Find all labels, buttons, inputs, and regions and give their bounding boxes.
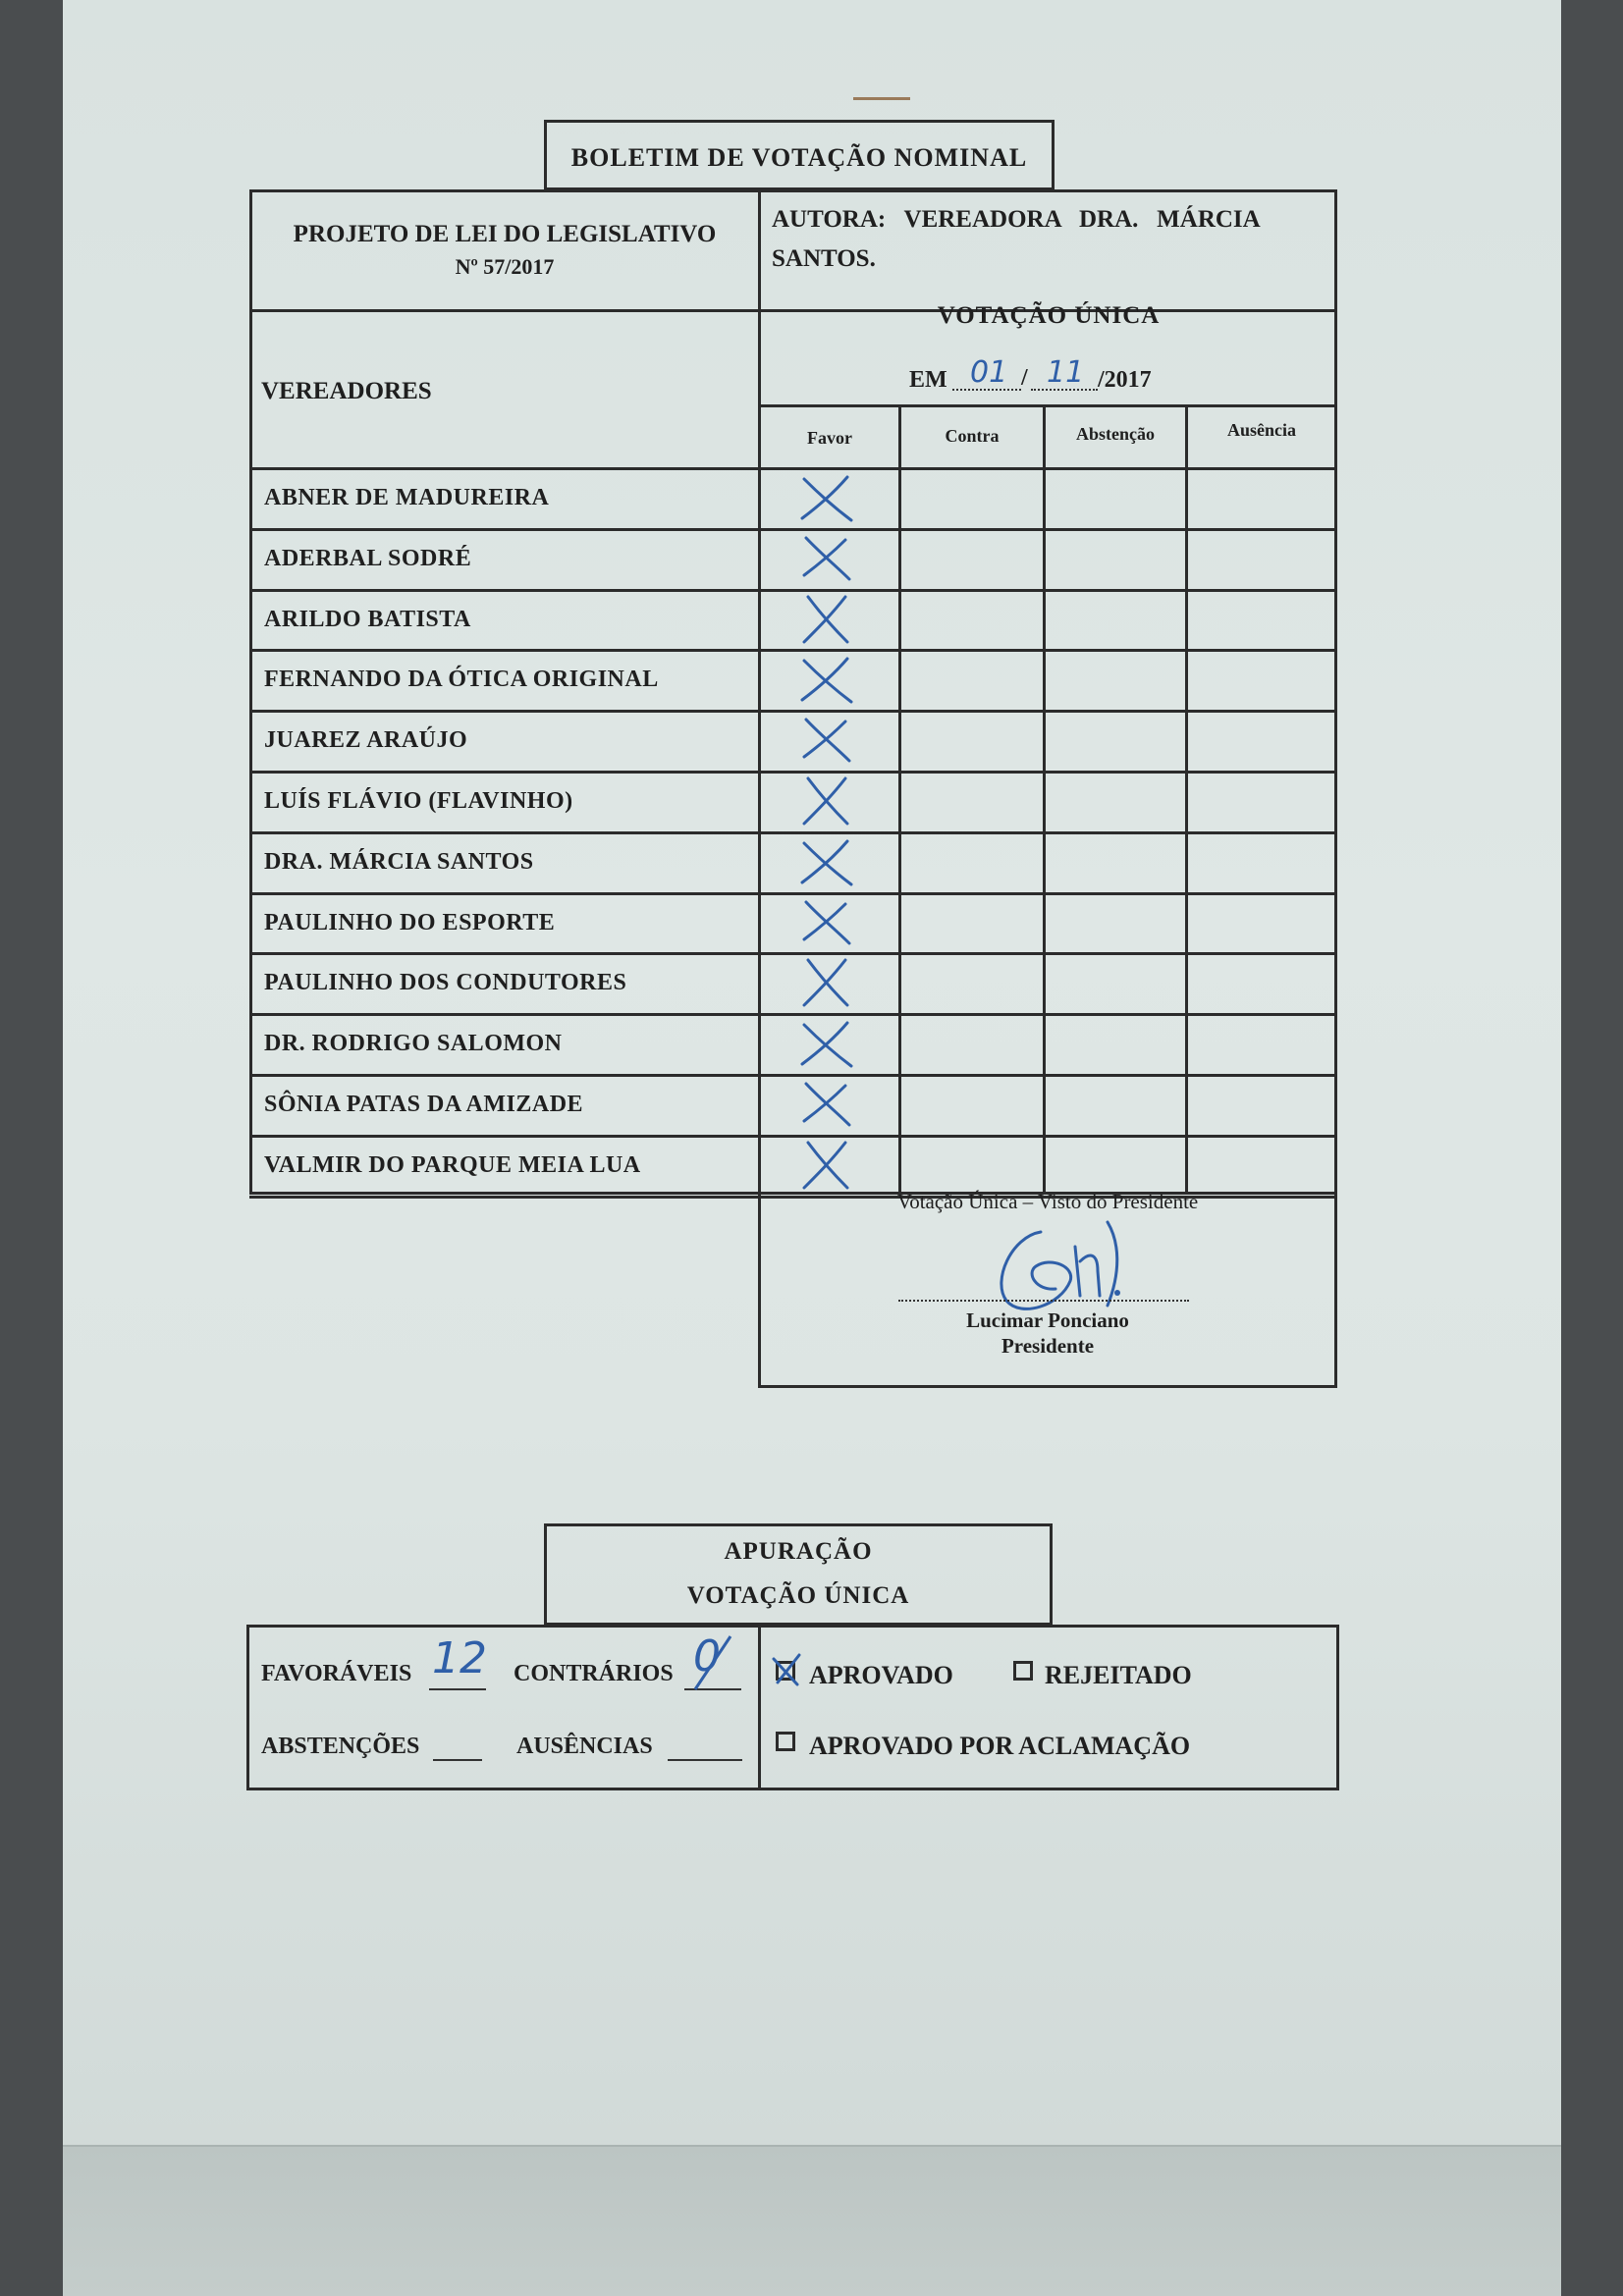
apuracao-title-line1: APURAÇÃO — [724, 1538, 873, 1565]
date-day: 01 — [970, 355, 1008, 390]
paper-fold-shadow — [63, 2145, 1561, 2296]
row-divider — [249, 1013, 1337, 1016]
vereador-name: ABNER DE MADUREIRA — [264, 485, 550, 510]
vereador-name: PAULINHO DOS CONDUTORES — [264, 970, 627, 995]
favor-x-mark — [796, 1139, 857, 1190]
row-divider — [249, 1135, 1337, 1138]
row-divider — [249, 771, 1337, 774]
projeto-line1: PROJETO DE LEI DO LEGISLATIVO — [293, 221, 717, 247]
row-divider — [249, 952, 1337, 955]
page-title: BOLETIM DE VOTAÇÃO NOMINAL — [570, 143, 1028, 172]
signature-line — [898, 1300, 1189, 1302]
vereador-name: LUÍS FLÁVIO (FLAVINHO) — [264, 788, 573, 814]
col-header-favor: Favor — [807, 428, 852, 448]
row-divider — [249, 589, 1337, 592]
vereador-name: DR. RODRIGO SALOMON — [264, 1031, 563, 1056]
contrarios-value: 0 — [693, 1631, 721, 1682]
votacao-date — [909, 355, 1214, 395]
favoraveis-value: 12 — [432, 1633, 487, 1683]
vereadores-label: VEREADORES — [261, 378, 432, 404]
favor-x-mark — [796, 835, 857, 886]
autora-line2: SANTOS. — [772, 245, 876, 272]
visto-label: Votação Única – Visto do Presidente — [896, 1190, 1199, 1213]
favoraveis-label: FAVORÁVEIS — [261, 1661, 412, 1686]
date-slash: / — [1021, 365, 1028, 391]
favor-x-mark — [796, 896, 857, 947]
president-role: Presidente — [1001, 1334, 1095, 1358]
vereador-name: FERNANDO DA ÓTICA ORIGINAL — [264, 667, 659, 692]
row-divider — [249, 528, 1337, 531]
favor-x-mark — [796, 593, 857, 644]
votacao-title: VOTAÇÃO ÚNICA — [937, 302, 1161, 329]
vereador-name: ARILDO BATISTA — [264, 607, 471, 632]
aclamacao-label: APROVADO POR ACLAMAÇÃO — [809, 1732, 1191, 1760]
aprovado-label: APROVADO — [809, 1661, 953, 1689]
date-year: /2017 — [1098, 367, 1152, 393]
contrarios-slash — [687, 1632, 736, 1693]
favor-x-mark — [796, 1078, 857, 1129]
rejeitado-label: REJEITADO — [1045, 1661, 1192, 1689]
col-header-abstencao: Abstenção — [1076, 424, 1155, 444]
vereador-name: SÔNIA PATAS DA AMIZADE — [264, 1092, 584, 1117]
abstencoes-line — [433, 1759, 482, 1761]
votacao-row-line — [758, 404, 1337, 407]
vereador-name: ADERBAL SODRÉ — [264, 546, 472, 571]
contrarios-label: CONTRÁRIOS — [514, 1661, 674, 1686]
favor-x-mark — [796, 471, 857, 522]
rejeitado-checkbox[interactable] — [1013, 1661, 1033, 1681]
president-name: Lucimar Ponciano — [966, 1308, 1129, 1332]
date-em-label: EM — [909, 367, 947, 393]
vereador-name: PAULINHO DO ESPORTE — [264, 910, 556, 935]
favor-x-mark — [796, 532, 857, 583]
vereador-name: JUAREZ ARAÚJO — [264, 727, 468, 753]
row-divider — [249, 892, 1337, 895]
ausencias-line — [668, 1759, 742, 1761]
favor-x-mark — [796, 1017, 857, 1068]
row-divider — [249, 710, 1337, 713]
apuracao-title-line2: VOTAÇÃO ÚNICA — [686, 1582, 910, 1609]
autora-line1: AUTORA: VEREADORA DRA. MÁRCIA — [772, 206, 1261, 233]
row-divider — [249, 831, 1337, 834]
vereador-name: DRA. MÁRCIA SANTOS — [264, 849, 534, 875]
ausencias-label: AUSÊNCIAS — [516, 1734, 653, 1759]
top-dash — [853, 97, 910, 100]
abstencoes-label: ABSTENÇÕES — [261, 1734, 420, 1759]
apuracao-divider — [758, 1625, 761, 1790]
favor-x-mark — [796, 653, 857, 704]
row-divider — [249, 1074, 1337, 1077]
favor-x-mark — [796, 774, 857, 826]
projeto-line2: Nº 57/2017 — [455, 254, 555, 279]
favor-x-mark — [796, 956, 857, 1007]
columns-bottom-line — [249, 467, 1337, 470]
col-header-contra: Contra — [945, 426, 1000, 446]
vereador-name: VALMIR DO PARQUE MEIA LUA — [264, 1152, 641, 1178]
col-header-ausencia: Ausência — [1226, 420, 1296, 440]
aclamacao-checkbox[interactable] — [776, 1732, 795, 1751]
favoraveis-line — [429, 1688, 486, 1690]
row-divider — [249, 649, 1337, 652]
date-month: 11 — [1047, 355, 1085, 390]
favor-x-mark — [796, 714, 857, 765]
